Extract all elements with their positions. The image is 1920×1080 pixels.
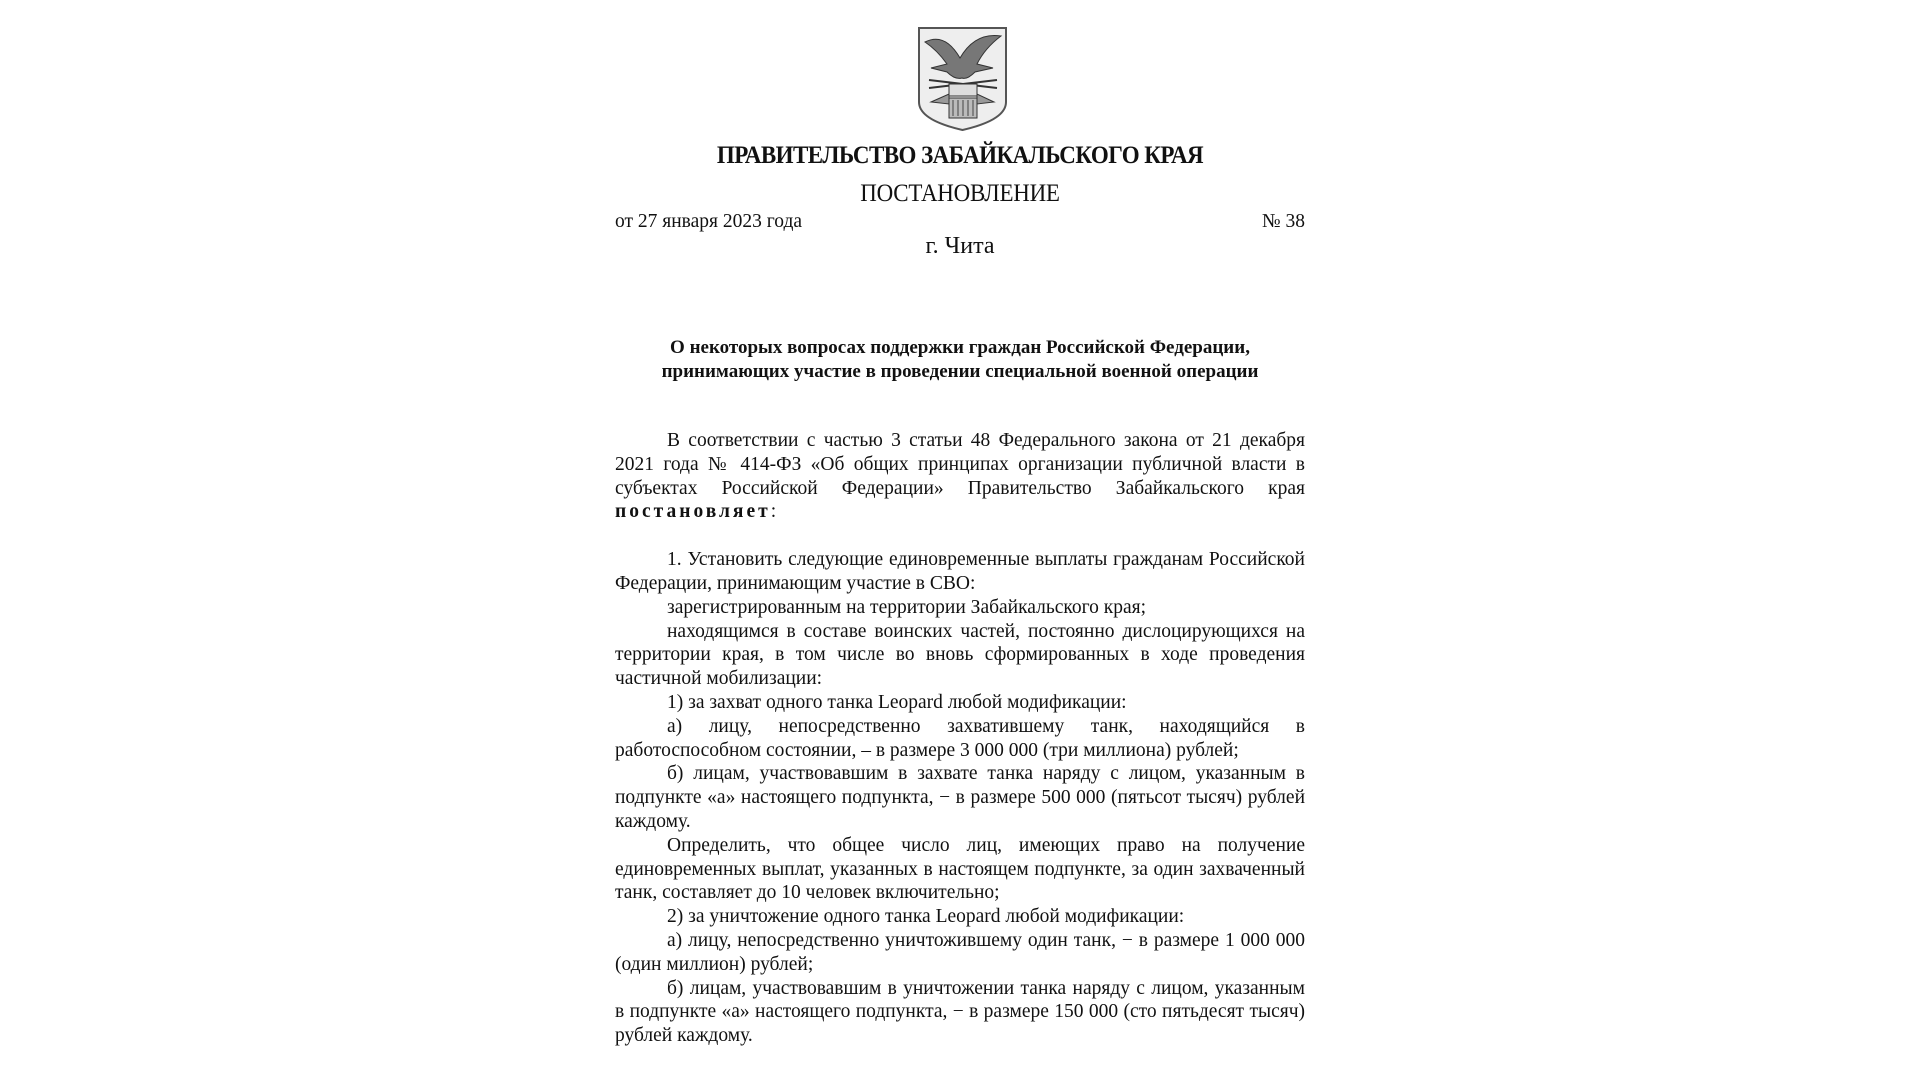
paragraph: а) лицу, непосредственно уничтожившему один танк, − в размере 1 000 000 (один миллион) рублей; (615, 929, 1305, 975)
document-number: № 38 (1262, 211, 1305, 232)
preamble-text: В соответствии с частью 3 статьи 48 Федерального закона от 21 декабря 2021 года № 414-ФЗ «Об общих принципах организации публичной власти в субъектах Российской Федерации» Правительство Забайкальского края (615, 430, 1305, 499)
preamble-tail: : (770, 501, 777, 523)
date-line (615, 211, 1305, 233)
paragraph: Определить, что общее число лиц, имеющих право на получение единовременных выплат, указанных в настоящем подпункте, за один захваченный танк, составляет до 10 человек включительно; (615, 834, 1305, 904)
document-type: ПОСТАНОВЛЕНИЕ (860, 180, 1060, 207)
coat-of-arms-icon (915, 24, 1010, 132)
paragraph: б) лицам, участвовавшим в захвате танка наряду с лицом, указанным в подпункте «а» настоящего подпункта, − в размере 500 000 (пятьсот тысяч) рублей каждому. (615, 763, 1305, 832)
paragraph: а) лицу, непосредственно захватившему танк, находящийся в работоспособном состоянии, – в размере 3 000 000 (три миллиона) рублей; (615, 715, 1305, 761)
government-name: ПРАВИТЕЛЬСТВО ЗАБАЙКАЛЬСКОГО КРАЯ (716, 142, 1204, 169)
decree-word: постановляет (615, 501, 771, 523)
title-line-2: принимающих участие в проведении специальной военной операции (661, 361, 1259, 382)
paragraph: б) лицам, участвовавшим в уничтожении танка наряду с лицом, указанным в подпункте «а» настоящего подпункта, − в размере 150 000 (сто пятьдесят тысяч) рублей каждому. (615, 977, 1305, 1047)
document-body (615, 429, 1305, 1048)
paragraph: 2) за уничтожение одного танка Leopard любой модификации: (667, 906, 1185, 928)
document-date: от 27 января 2023 года (615, 211, 803, 232)
paragraph: зарегистрированным на территории Забайкальского края; (667, 596, 1147, 618)
title-line-1: О некоторых вопросах поддержки граждан Российской Федерации, (670, 337, 1250, 358)
paragraph: находящимся в составе воинских частей, постоянно дислоцирующихся на территории края, в том числе во вновь сформированных в ходе проведения частичной мобилизации: (615, 620, 1305, 690)
city: г. Чита (925, 233, 995, 259)
paragraph: 1) за захват одного танка Leopard любой модификации: (667, 691, 1127, 713)
preamble (615, 429, 1305, 524)
document-title (615, 336, 1305, 384)
paragraph: 1. Установить следующие единовременные выплаты гражданам Российской Федерации, принимающим участие в СВО: (615, 549, 1305, 594)
